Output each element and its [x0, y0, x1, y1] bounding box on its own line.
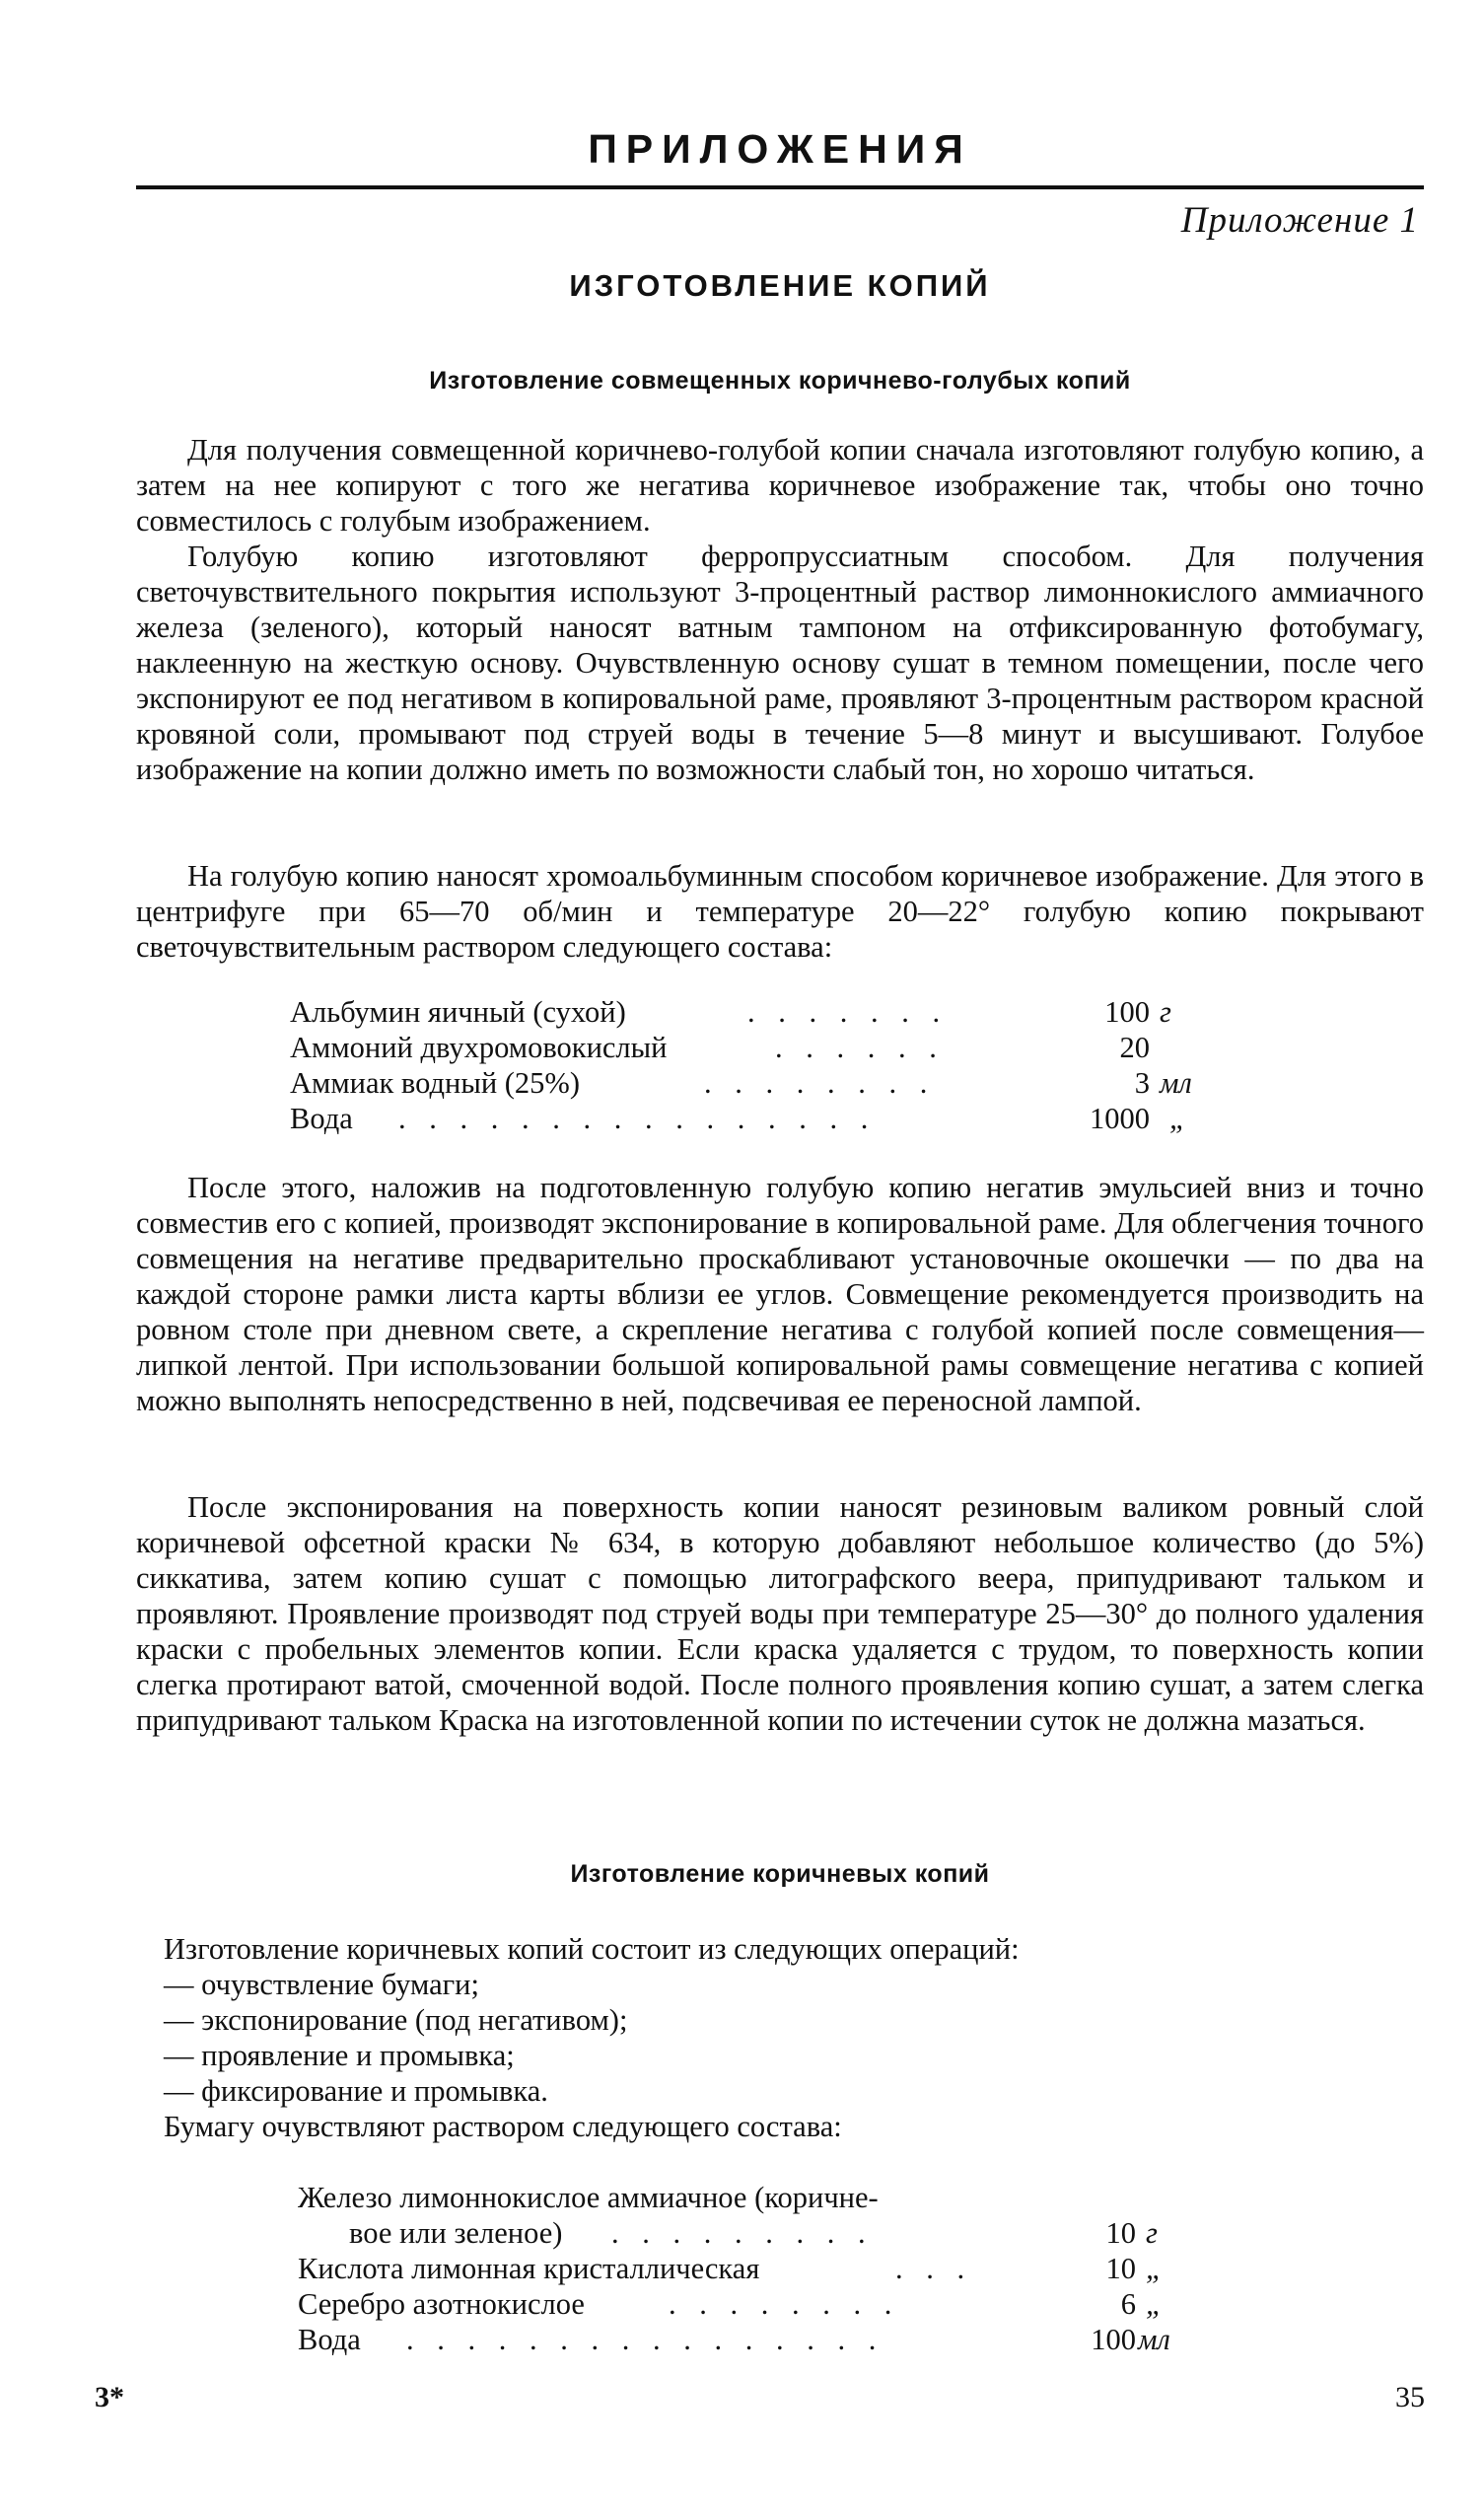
- recipe-item-name: Альбумин яичный (сухой): [290, 995, 626, 1029]
- list-intro: Изготовление коричневых копий состоит из следующих операций:: [164, 1932, 1020, 1966]
- main-title: ИЗГОТОВЛЕНИЕ КОПИЙ: [569, 268, 991, 303]
- recipe-row: [298, 2215, 1244, 2251]
- recipe-item-amount: 1000: [1090, 1102, 1150, 1135]
- page-header-title: ПРИЛОЖЕНИЯ: [588, 126, 972, 172]
- recipe-item-unit: мл: [1138, 2323, 1170, 2356]
- recipe-item-name: Аммоний двухромовокислый: [290, 1031, 668, 1064]
- header-rule: [136, 185, 1424, 189]
- paragraph: После экспонирования на поверхность копии наносят резиновым валиком ровный слой коричневой офсетной краски № 634, в которую добавляют небольшое количество (до 5%) сиккатива, затем копию сушат с помощью литографского веера, припудривают тальком и проявляют. Проявление производят под струей воды при температуре 25—30° до полного удаления краски с пробельных элементов копии. Если краска удаляется с трудом, то поверхность копии слегка протирают ватой, смоченной водой. После полного проявления копию сушат, а затем слегка припудривают тальком Краска на изготовленной копии по истечении суток не должна мазаться.: [136, 1490, 1424, 1737]
- recipe-row: [290, 1065, 1237, 1101]
- leader-dots: . . . . . . .: [747, 995, 949, 1029]
- operations-list: [164, 1931, 1020, 2144]
- leader-dots: . . . . . . . . . . . . . . . .: [398, 1102, 877, 1135]
- recipe-item-unit: „: [1146, 2252, 1163, 2285]
- appendix-label: Приложение 1: [1180, 200, 1419, 241]
- list-item: — проявление и промывка;: [164, 2039, 515, 2072]
- paragraph: На голубую копию наносят хромоальбуминным способом коричневое изображение. Для этого в центрифуге при 65—70 об/мин и температуре 20—22° голубую копию покрывают светочувствительным раствором следующего состава:: [136, 859, 1424, 964]
- paragraph: Голубую копию изготовляют ферропруссиатным способом. Для получения светочувствительного покрытия используют 3-процентный раствор лимоннокислого аммиачного железа (зеленого), который наносят ватным тампоном на отфиксированную фотобумагу, наклеенную на жесткую основу. Очувствленную основу сушат в темном помещении, после чего экспонируют ее под негативом в копировальной раме, проявляют 3-процентным раствором красной кровяной соли, промывают под струей воды в течение 5—8 минут и высушивают. Голубое изображение на копии должно иметь по возможности слабый тон, но хорошо читаться.: [136, 540, 1424, 786]
- list-item: — фиксирование и промывка.: [164, 2074, 548, 2108]
- section-2-title: Изготовление коричневых копий: [570, 1860, 990, 1888]
- recipe-item-amount: 3: [1134, 1066, 1150, 1100]
- recipe-item-amount: 6: [1120, 2287, 1136, 2321]
- recipe-item-name: Вода: [298, 2323, 361, 2356]
- signature-mark: 3*: [95, 2381, 124, 2413]
- solution-intro: Бумагу очувствляют раствором следующего состава:: [164, 2110, 842, 2143]
- recipe-table-2: [298, 2180, 1244, 2357]
- recipe-row: [298, 2286, 1244, 2322]
- recipe-item-name: Аммиак водный (25%): [290, 1066, 580, 1100]
- recipe-item-amount: 100: [1091, 2323, 1136, 2356]
- recipe-row: [298, 2322, 1244, 2357]
- page-number: 35: [1395, 2381, 1425, 2413]
- recipe-item-unit: г: [1146, 2216, 1158, 2250]
- recipe-item-name: вое или зеленое): [349, 2216, 563, 2250]
- leader-dots: . . . . . . . .: [669, 2287, 900, 2321]
- recipe-item-name-wrapped: Железо лимоннокислое аммиачное (коричне-: [298, 2181, 879, 2214]
- recipe-item-unit: мл: [1160, 1066, 1192, 1100]
- recipe-item-unit: г: [1160, 995, 1171, 1029]
- recipe-item-unit: „: [1169, 1102, 1186, 1135]
- paragraph: После этого, наложив на подготовленную голубую копию негатив эмульсией вниз и точно совместив его с копией, производят экспонирование в копировальной раме. Для облегчения точного совмещения на негативе предварительно проскабливают установочные окошечки — по два на каждой стороне рамки листа карты вблизи ее углов. Совмещение рекомендуется производить на ровном столе при дневном свете, а скрепление негатива с голубой копией после совмещения— липкой лентой. При использовании большой копировальной рамы совмещение негатива с копией можно выполнять непосредственно в ней, подсвечивая ее переносной лампой.: [136, 1171, 1424, 1417]
- recipe-row: [290, 994, 1237, 1030]
- leader-dots: . . . . . . . .: [704, 1066, 936, 1100]
- recipe-item-amount: 20: [1119, 1031, 1150, 1064]
- leader-dots: . . . . . . . . .: [611, 2216, 874, 2250]
- leader-dots: . . .: [895, 2252, 973, 2285]
- leader-dots: . . . . . .: [775, 1031, 945, 1064]
- recipe-row: [290, 1030, 1237, 1065]
- recipe-item-name: Серебро азотнокислое: [298, 2287, 585, 2321]
- list-item: — очувствление бумаги;: [164, 1968, 479, 2001]
- list-item: — экспонирование (под негативом);: [164, 2003, 628, 2037]
- recipe-row: [298, 2251, 1244, 2286]
- section-1-title: Изготовление совмещенных коричнево-голубых копий: [429, 367, 1131, 395]
- recipe-item-amount: 100: [1104, 995, 1150, 1029]
- recipe-item-amount: 10: [1105, 2216, 1136, 2250]
- recipe-table-1: [290, 994, 1237, 1136]
- recipe-row: [298, 2180, 1244, 2215]
- leader-dots: . . . . . . . . . . . . . . . .: [406, 2323, 884, 2356]
- recipe-item-name: Вода: [290, 1102, 353, 1135]
- recipe-item-amount: 10: [1105, 2252, 1136, 2285]
- recipe-item-unit: „: [1146, 2287, 1163, 2321]
- recipe-row: [290, 1101, 1237, 1136]
- paragraph: Для получения совмещенной коричнево-голубой копии сначала изготовляют голубую копию, а затем на нее копируют с того же негатива коричневое изображение так, чтобы оно точно совместилось с голубым изображением.: [136, 433, 1424, 538]
- recipe-item-name: Кислота лимонная кристаллическая: [298, 2252, 760, 2285]
